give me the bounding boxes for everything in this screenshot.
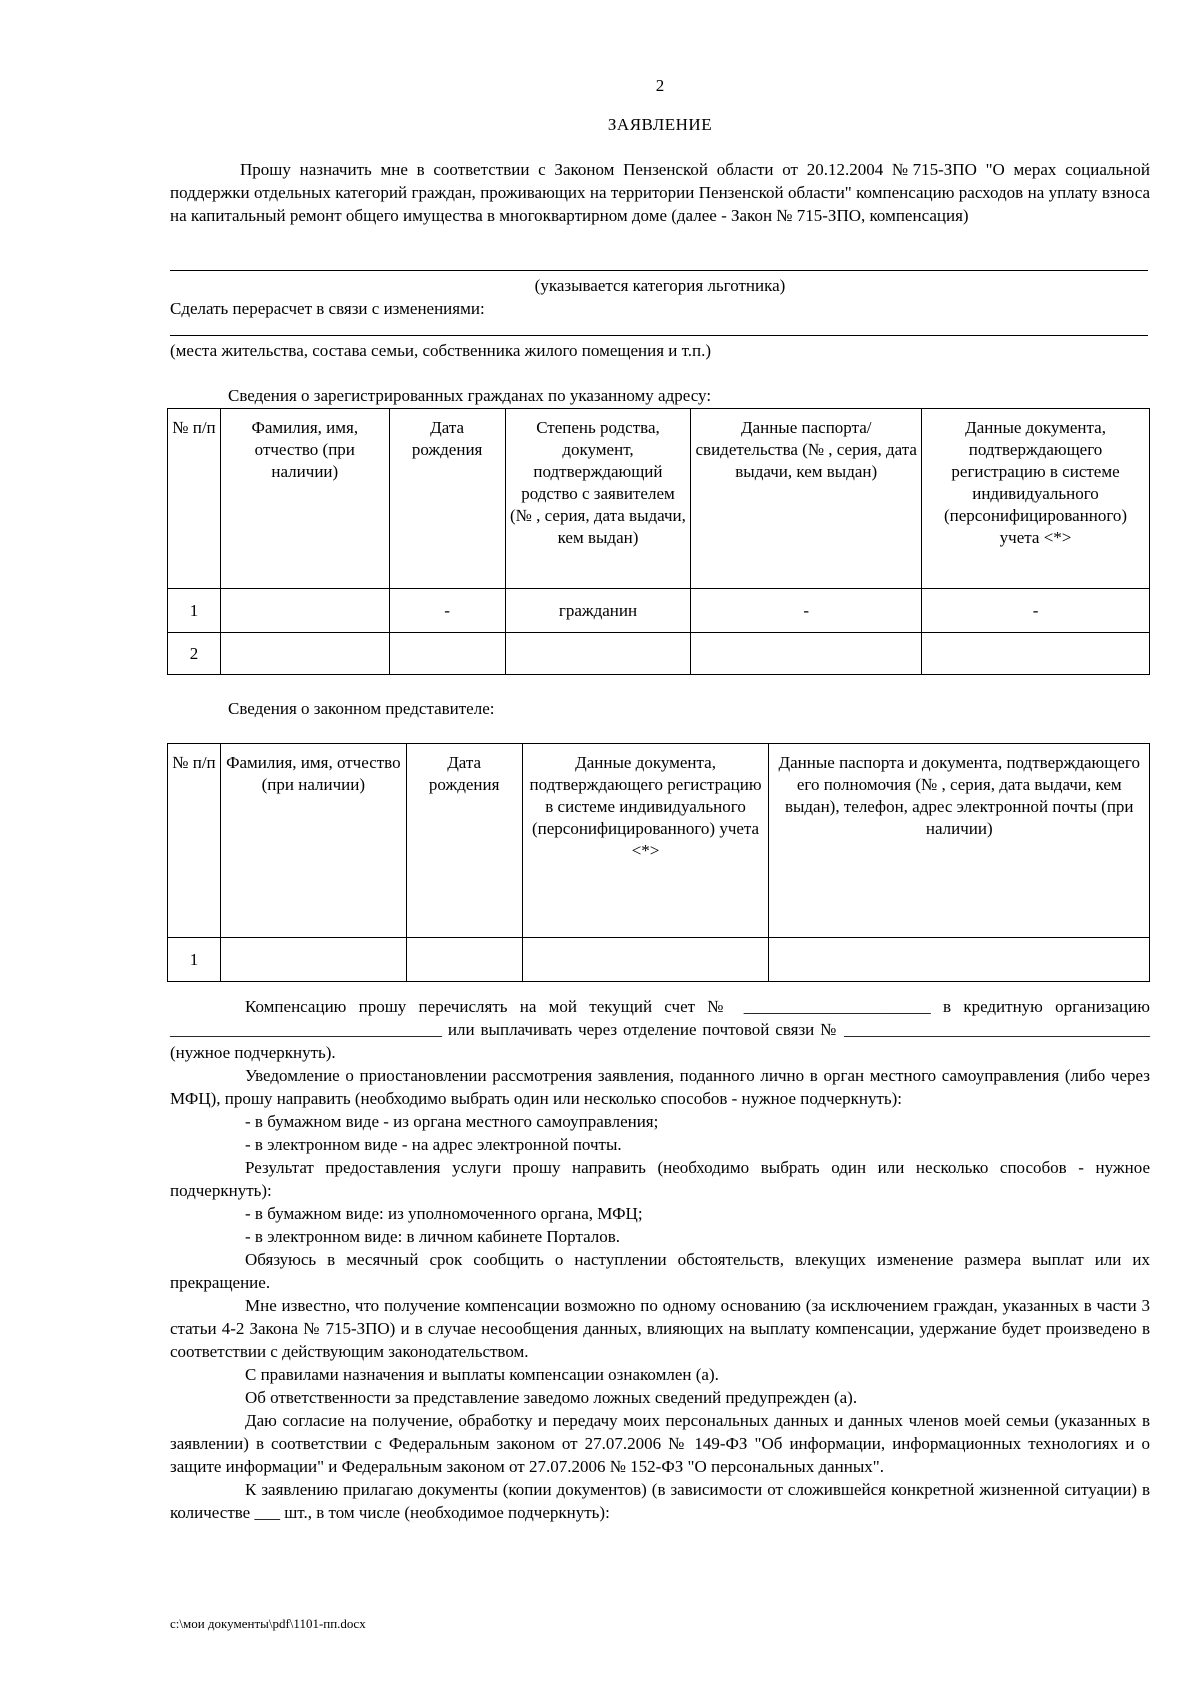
header-cell: № п/п [168,744,221,938]
header-cell: Данные документа, подтверждающего регистрацию в системе индивидуального (персонифицированного) учета <*> [522,744,769,938]
table-cell[interactable] [389,633,505,675]
table-header-row [168,409,1150,589]
category-hint: (указывается категория льготника) [534,276,786,295]
header-cell: № п/п [168,409,221,589]
payment-paragraph: Компенсацию прошу перечислять на мой текущий счет № ______________________ в кредитную организацию ________________________________ или выплачивать через отделение почтовой связи № ____________________________________ (нужное подчеркнуть). [170,997,1150,1062]
legal-representative-table [167,743,1150,982]
table-row [168,938,1150,982]
result-paragraph: Результат предоставления услуги прошу направить (необходимо выбрать один или несколько способов - нужное подчеркнуть): [170,1158,1150,1200]
table-cell[interactable]: 2 [168,633,221,675]
notification-option-paper: - в бумажном виде - из органа местного самоуправления; [245,1112,659,1131]
notification-option-electronic: - в электронном виде - на адрес электронной почты. [245,1135,622,1154]
header-cell: Данные документа, подтверждающего регистрацию в системе индивидуального (персонифицированного) учета <*> [922,409,1150,589]
table-cell[interactable] [522,938,769,982]
header-cell: Фамилия, имя, отчество (при наличии) [220,744,406,938]
table-cell[interactable]: гражданин [505,589,691,633]
table-cell[interactable] [505,633,691,675]
table1-caption: Сведения о зарегистрированных гражданах по указанному адресу: [228,386,712,405]
liability-warning: Об ответственности за представление заведомо ложных сведений предупрежден (а). [245,1388,858,1407]
recalc-hint: (места жительства, состава семьи, собственника жилого помещения и т.п.) [170,341,712,360]
statement-body [170,995,1150,1524]
table-cell[interactable] [691,633,922,675]
table-cell[interactable] [769,938,1150,982]
table-cell[interactable] [220,633,389,675]
header-cell: Фамилия, имя, отчество (при наличии) [220,409,389,589]
table-cell[interactable]: - [389,589,505,633]
table-row [168,633,1150,675]
table-cell[interactable]: - [691,589,922,633]
table-cell[interactable]: 1 [168,589,221,633]
table2-caption: Сведения о законном представителе: [228,699,495,718]
recalc-fill-line [170,335,1148,336]
rules-acknowledgement: С правилами назначения и выплаты компенсации ознакомлен (а). [245,1365,719,1384]
page-number: 2 [655,76,665,95]
header-cell: Дата рождения [389,409,505,589]
registered-citizens-table [167,408,1150,675]
table-cell[interactable]: 1 [168,938,221,982]
table-cell[interactable] [220,589,389,633]
category-fill-line [170,270,1148,271]
recalc-label: Сделать перерасчет в связи с изменениями: [170,299,485,318]
result-option-paper: - в бумажном виде: из уполномоченного органа, МФЦ; [245,1204,643,1223]
table-header-row [168,744,1150,938]
table-cell[interactable] [406,938,522,982]
header-cell: Дата рождения [406,744,522,938]
result-option-electronic: - в электронном виде: в личном кабинете Порталов. [245,1227,621,1246]
consent-paragraph: Даю согласие на получение, обработку и передачу моих персональных данных и данных членов моей семьи (указанных в заявлении) в соответствии с Федеральным законом от 27.07.2006 № 149-ФЗ "Об информации, информационных технологиях и о защите информации" и Федеральным законом от 27.07.2006 № 152-ФЗ "О персональных данных". [170,1411,1150,1476]
table-cell[interactable] [922,633,1150,675]
notification-paragraph: Уведомление о приостановлении рассмотрения заявления, поданного лично в орган местного самоуправления (либо через МФЦ), прошу направить (необходимо выбрать один или несколько способов - нужное подчеркнуть): [170,1066,1150,1108]
intro-paragraph: Прошу назначить мне в соответствии с Законом Пензенской области от 20.12.2004 №715-ЗПО "О мерах социальной поддержки отдельных категорий граждан, проживающих на территории Пензенской области" компенсацию расходов на уплату взноса на капитальный ремонт общего имущества в многоквартирном доме (далее - Закон № 715-ЗПО, компенсация) [170,160,1150,225]
document-title: ЗАЯВЛЕНИЕ [607,115,713,134]
header-cell: Данные паспорта/свидетельства (№ , серия, дата выдачи, кем выдан) [691,409,922,589]
awareness-paragraph: Мне известно, что получение компенсации возможно по одному основанию (за исключением граждан, указанных в части 3 статьи 4-2 Закона № 715-ЗПО) и в случае несообщения данных, влияющих на выплату компенсации, удержание будет произведено в соответствии с действующим законодательством. [170,1296,1150,1361]
attachments-paragraph: К заявлению прилагаю документы (копии документов) (в зависимости от сложившейся конкретной жизненной ситуации) в количестве ___ шт., в том числе (необходимое подчеркнуть): [170,1480,1150,1522]
table-cell[interactable]: - [922,589,1150,633]
file-path-footer: c:\мои документы\pdf\1101-пп.docx [170,1616,366,1631]
header-cell: Данные паспорта и документа, подтверждающего его полномочия (№ , серия, дата выдачи, кем выдан), телефон, адрес электронной почты (при наличии) [769,744,1150,938]
obligation-paragraph: Обязуюсь в месячный срок сообщить о наступлении обстоятельств, влекущих изменение размера выплат или их прекращение. [170,1250,1150,1292]
table-row [168,589,1150,633]
table-cell[interactable] [220,938,406,982]
header-cell: Степень родства, документ, подтверждающий родство с заявителем (№ , серия, дата выдачи, кем выдан) [505,409,691,589]
